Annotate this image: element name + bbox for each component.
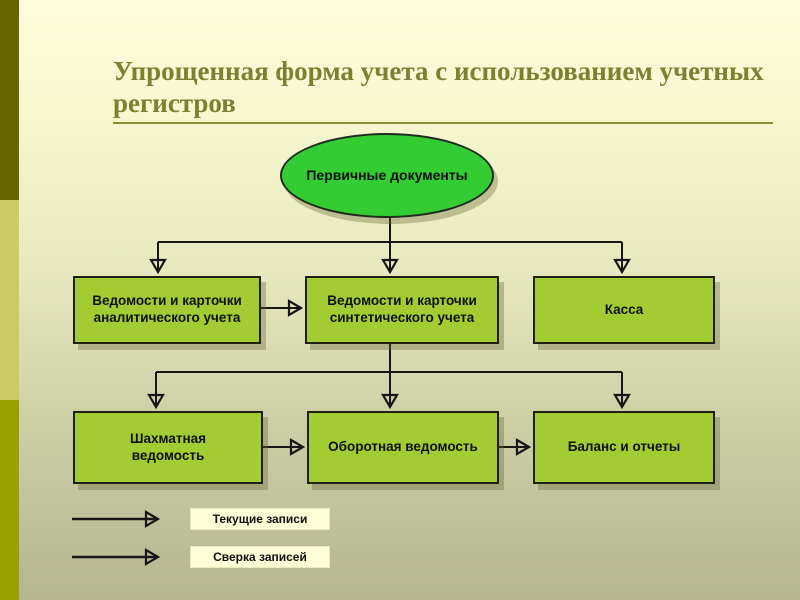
left-stripe-bottom bbox=[0, 400, 19, 600]
node-chess-sheet-label: Шахматная ведомость bbox=[129, 430, 207, 463]
node-turnover-sheet bbox=[307, 411, 499, 484]
node-balance-reports-label: Баланс и отчеты bbox=[567, 439, 681, 455]
node-synthetic-ledgers bbox=[305, 276, 499, 344]
node-primary-documents bbox=[280, 133, 494, 218]
node-chess-sheet bbox=[73, 411, 263, 484]
legend-label-current-records-text: Текущие записи bbox=[212, 512, 308, 526]
left-stripe-middle bbox=[0, 200, 19, 400]
left-stripe-top bbox=[0, 0, 19, 200]
node-turnover-sheet-label: Оборотная ведомость bbox=[328, 439, 478, 455]
node-primary-documents-label: Первичные документы bbox=[306, 166, 468, 183]
node-synthetic-ledgers-label: Ведомости и карточки синтетического учета bbox=[327, 293, 477, 325]
legend-label-record-check bbox=[190, 546, 330, 568]
node-cash-office-label: Касса bbox=[604, 301, 644, 317]
legend-label-current-records bbox=[190, 508, 330, 530]
node-analytical-ledgers-label: Ведомости и карточки аналитического учета bbox=[92, 293, 242, 325]
node-analytical-ledgers bbox=[73, 276, 261, 344]
node-cash-office bbox=[533, 276, 715, 344]
slide-title: Упрощенная форма учета с использованием учетных регистров bbox=[113, 56, 764, 119]
node-balance-reports bbox=[533, 411, 715, 484]
title-underline bbox=[113, 122, 773, 124]
legend-label-record-check-text: Сверка записей bbox=[213, 550, 307, 564]
